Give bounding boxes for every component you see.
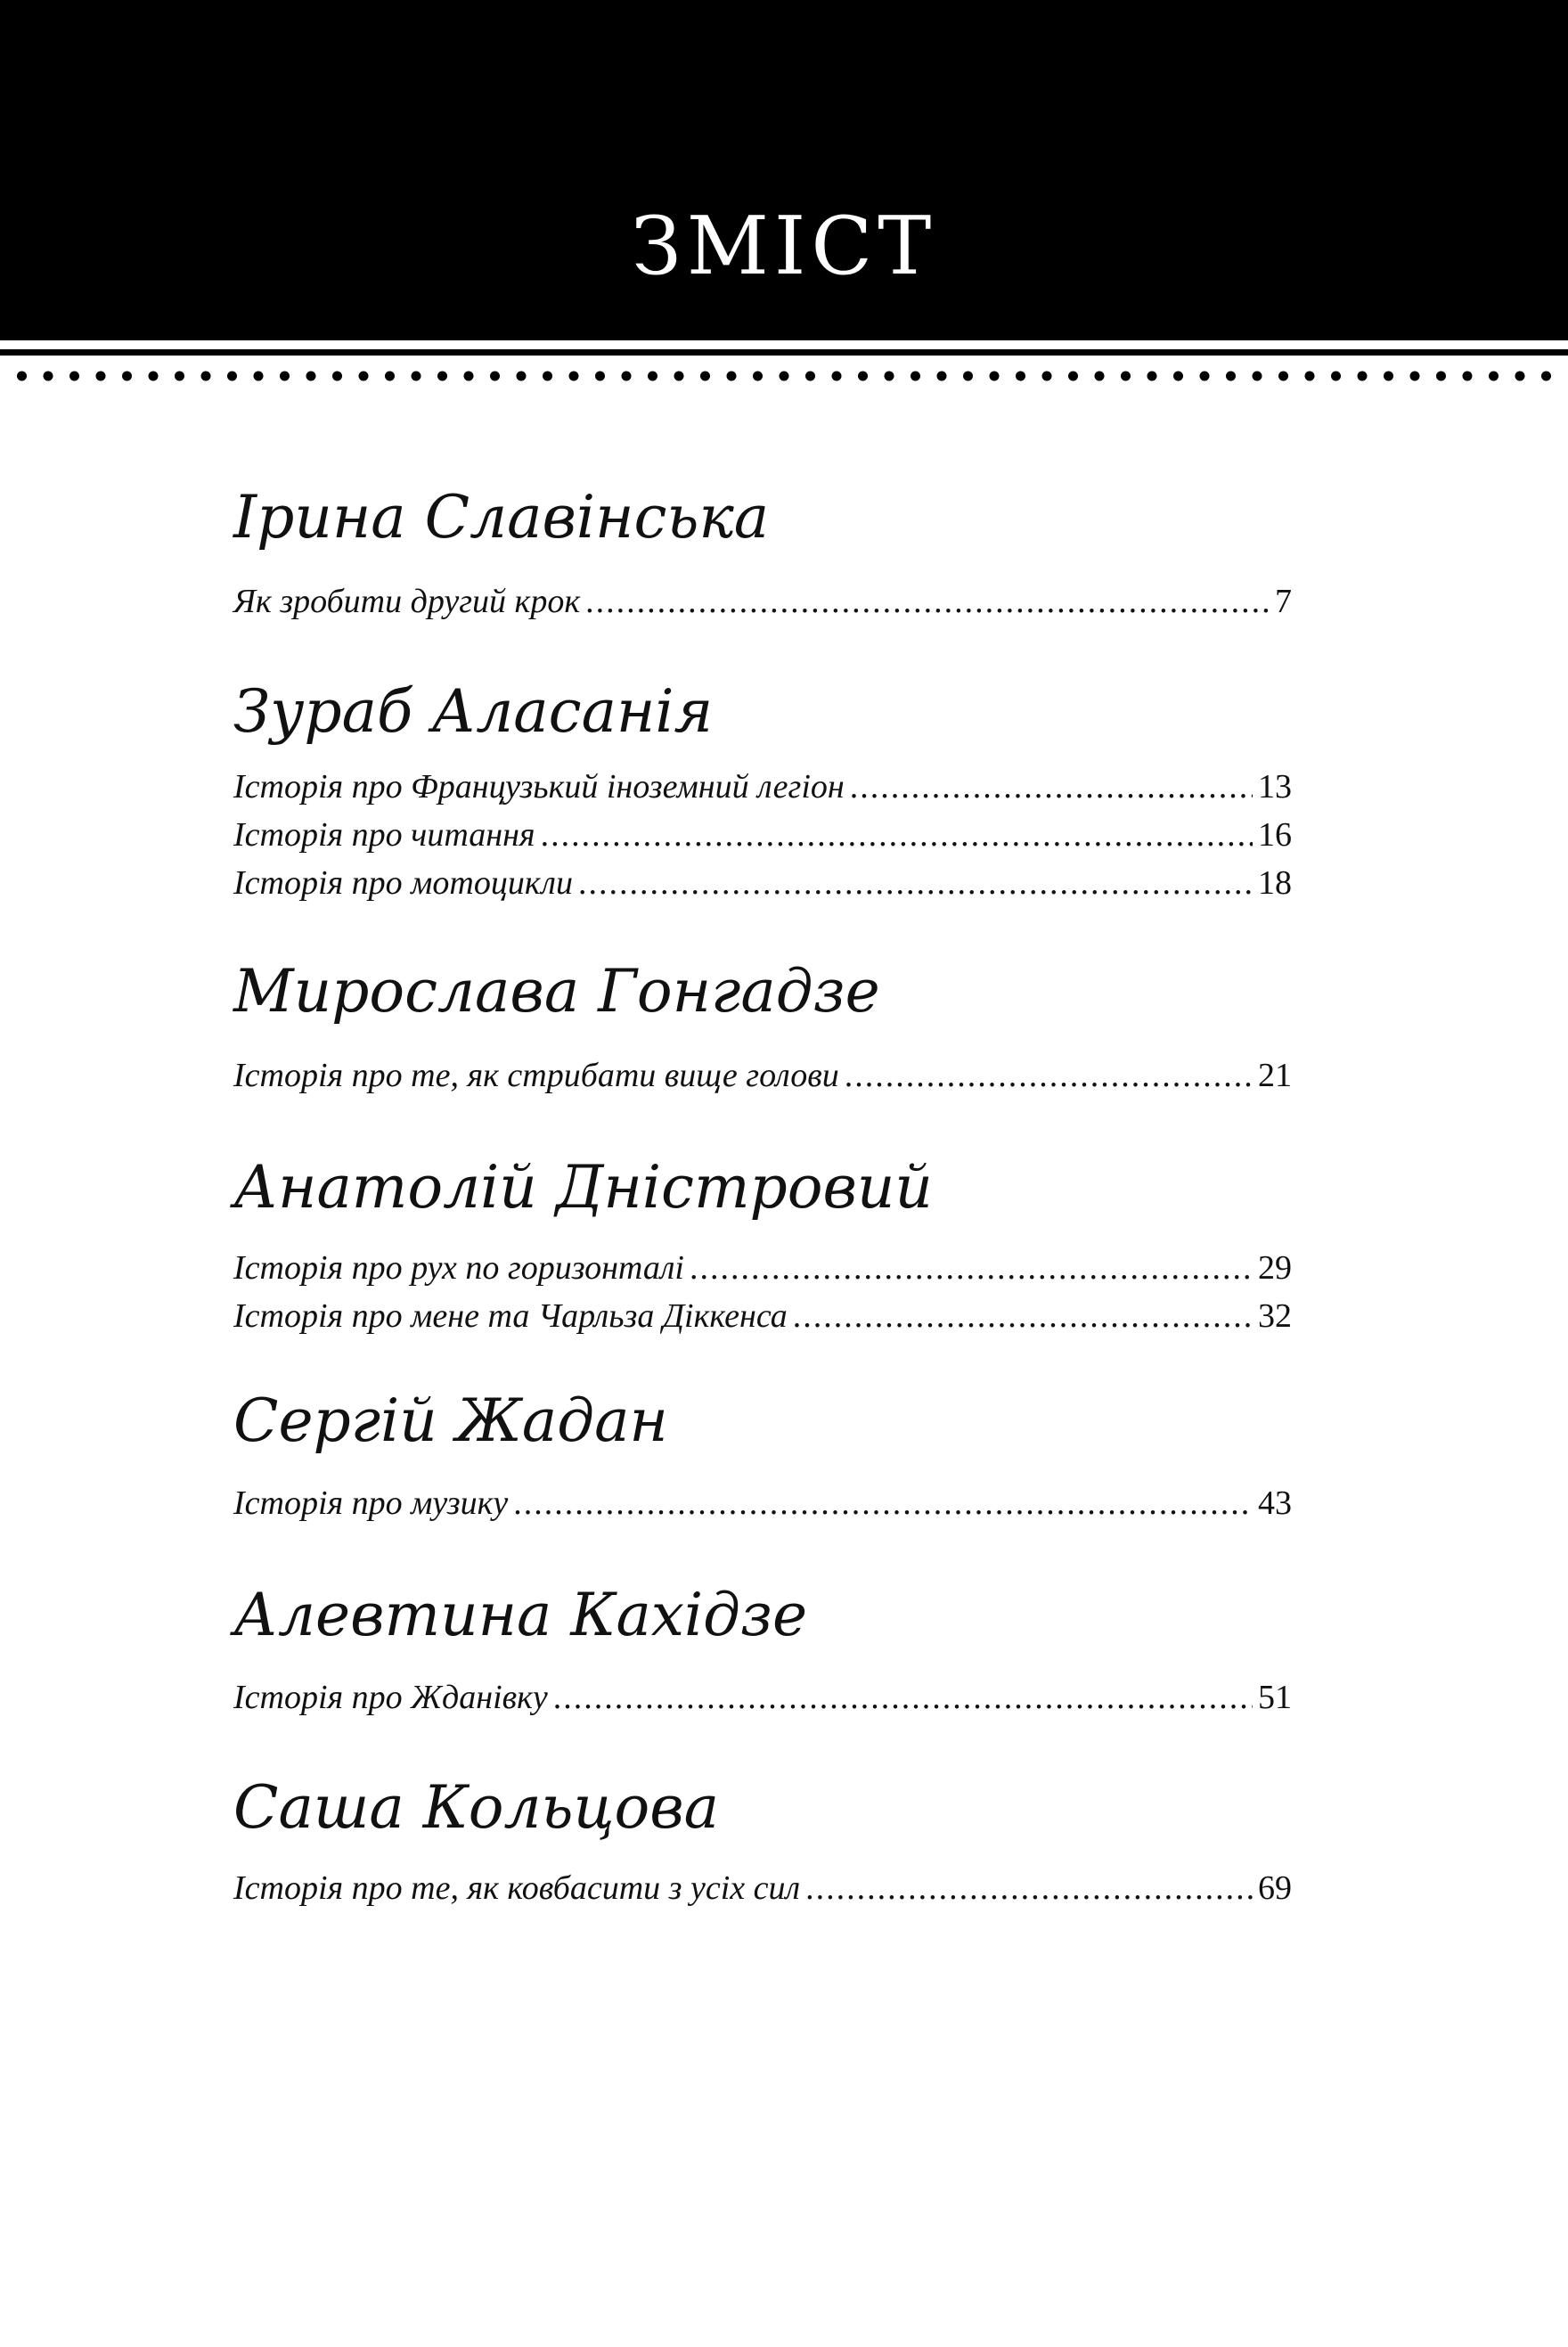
border-dot xyxy=(832,372,842,381)
border-dot xyxy=(359,372,369,381)
page-number: 16 xyxy=(1258,816,1292,854)
border-dot xyxy=(727,372,737,381)
border-dot xyxy=(1068,372,1078,381)
border-dot xyxy=(1016,372,1025,381)
dot-leader xyxy=(690,1251,1253,1285)
border-dot xyxy=(1331,372,1341,381)
border-dot xyxy=(1410,372,1420,381)
author-heading: Зураб Аласанія xyxy=(233,677,714,746)
border-dot xyxy=(1147,372,1157,381)
border-dot xyxy=(1278,372,1288,381)
border-dot xyxy=(622,372,632,381)
border-dot xyxy=(1436,372,1446,381)
author-heading: Ірина Славінська xyxy=(233,483,770,552)
border-dot xyxy=(280,372,290,381)
border-dot xyxy=(1121,372,1131,381)
border-dot xyxy=(700,372,710,381)
border-dot xyxy=(1489,372,1499,381)
toc-entry[interactable] xyxy=(233,585,1292,618)
page-number: 21 xyxy=(1258,1057,1292,1094)
border-dot xyxy=(963,372,973,381)
border-dot xyxy=(569,372,579,381)
border-dot xyxy=(490,372,500,381)
toc-entry[interactable] xyxy=(233,1251,1292,1285)
border-dot xyxy=(595,372,605,381)
border-dot xyxy=(254,372,264,381)
entry-title: Історія про рух по горизонталі xyxy=(233,1249,684,1287)
dot-leader xyxy=(541,818,1253,852)
entry-title: Історія про Французький іноземний легіон xyxy=(233,768,845,806)
border-dot xyxy=(332,372,342,381)
border-dot xyxy=(1095,372,1105,381)
page-number: 32 xyxy=(1258,1297,1292,1335)
border-dot xyxy=(149,372,159,381)
dotted-border xyxy=(0,369,1568,383)
border-dot xyxy=(201,372,211,381)
entry-title: Історія про музику xyxy=(233,1484,509,1522)
author-heading: Алевтина Кахідзе xyxy=(233,1581,808,1649)
page-number: 69 xyxy=(1258,1869,1292,1907)
border-dot xyxy=(122,372,132,381)
dot-leader xyxy=(845,1059,1253,1092)
dot-leader xyxy=(850,770,1253,804)
border-dot xyxy=(1358,372,1368,381)
border-dot xyxy=(412,372,421,381)
toc-entry[interactable] xyxy=(233,1299,1292,1333)
dot-leader xyxy=(578,866,1253,900)
border-dot xyxy=(1253,372,1262,381)
border-dot xyxy=(385,372,395,381)
entry-title: Історія про те, як стрибати вище голови xyxy=(233,1057,839,1094)
page-number: 29 xyxy=(1258,1249,1292,1287)
toc-entry[interactable] xyxy=(233,1681,1292,1714)
border-dot xyxy=(1515,372,1525,381)
border-dot xyxy=(543,372,552,381)
border-dot xyxy=(990,372,1000,381)
author-heading: Саша Кольцова xyxy=(233,1773,720,1842)
border-dot xyxy=(648,372,657,381)
border-dot xyxy=(1541,372,1551,381)
author-heading: Анатолій Дністровий xyxy=(233,1153,933,1222)
entry-title: Історія про мене та Чарльза Діккенса xyxy=(233,1297,788,1335)
border-dot xyxy=(911,372,920,381)
entry-title: Історія про те, як ковбасити з усіх сил xyxy=(233,1869,801,1907)
border-dot xyxy=(96,372,106,381)
border-dot xyxy=(1305,372,1315,381)
border-dot xyxy=(1042,372,1052,381)
border-dot xyxy=(17,372,27,381)
border-dot xyxy=(805,372,815,381)
toc-entry[interactable] xyxy=(233,1059,1292,1092)
page-number: 7 xyxy=(1275,583,1292,620)
border-dot xyxy=(885,372,894,381)
border-dot xyxy=(306,372,316,381)
border-dot xyxy=(464,372,474,381)
author-heading: Мирослава Гонгадзе xyxy=(233,957,880,1026)
border-dot xyxy=(1173,372,1183,381)
dot-leader xyxy=(553,1681,1253,1714)
border-dot xyxy=(937,372,947,381)
dot-leader xyxy=(513,1486,1253,1520)
entry-title: Як зробити другий крок xyxy=(233,583,581,620)
author-heading: Сергій Жадан xyxy=(233,1386,668,1455)
entry-title: Історія про читання xyxy=(233,816,535,854)
border-dot xyxy=(227,372,237,381)
toc-entry[interactable] xyxy=(233,1486,1292,1520)
dot-leader xyxy=(585,585,1270,618)
border-dot xyxy=(858,372,868,381)
page-number: 43 xyxy=(1258,1484,1292,1522)
border-dot xyxy=(1226,372,1236,381)
entry-title: Історія про мотоцикли xyxy=(233,864,573,902)
toc-entry[interactable] xyxy=(233,770,1292,804)
border-dot xyxy=(517,372,527,381)
border-dot xyxy=(1463,372,1473,381)
header-divider-line xyxy=(0,349,1568,356)
border-dot xyxy=(44,372,53,381)
dot-leader xyxy=(805,1871,1253,1905)
border-dot xyxy=(753,372,763,381)
border-dot xyxy=(437,372,447,381)
page-number: 51 xyxy=(1258,1679,1292,1716)
entry-title: Історія про Жданівку xyxy=(233,1679,548,1716)
border-dot xyxy=(1200,372,1210,381)
toc-entry[interactable] xyxy=(233,866,1292,900)
border-dot xyxy=(1384,372,1393,381)
page-title: ЗМІСТ xyxy=(631,200,937,293)
toc-entry[interactable] xyxy=(233,1871,1292,1905)
toc-entry[interactable] xyxy=(233,818,1292,852)
border-dot xyxy=(674,372,684,381)
dot-leader xyxy=(793,1299,1253,1333)
border-dot xyxy=(69,372,79,381)
page-number: 13 xyxy=(1258,768,1292,806)
border-dot xyxy=(175,372,184,381)
border-dot xyxy=(780,372,789,381)
page-number: 18 xyxy=(1258,864,1292,902)
